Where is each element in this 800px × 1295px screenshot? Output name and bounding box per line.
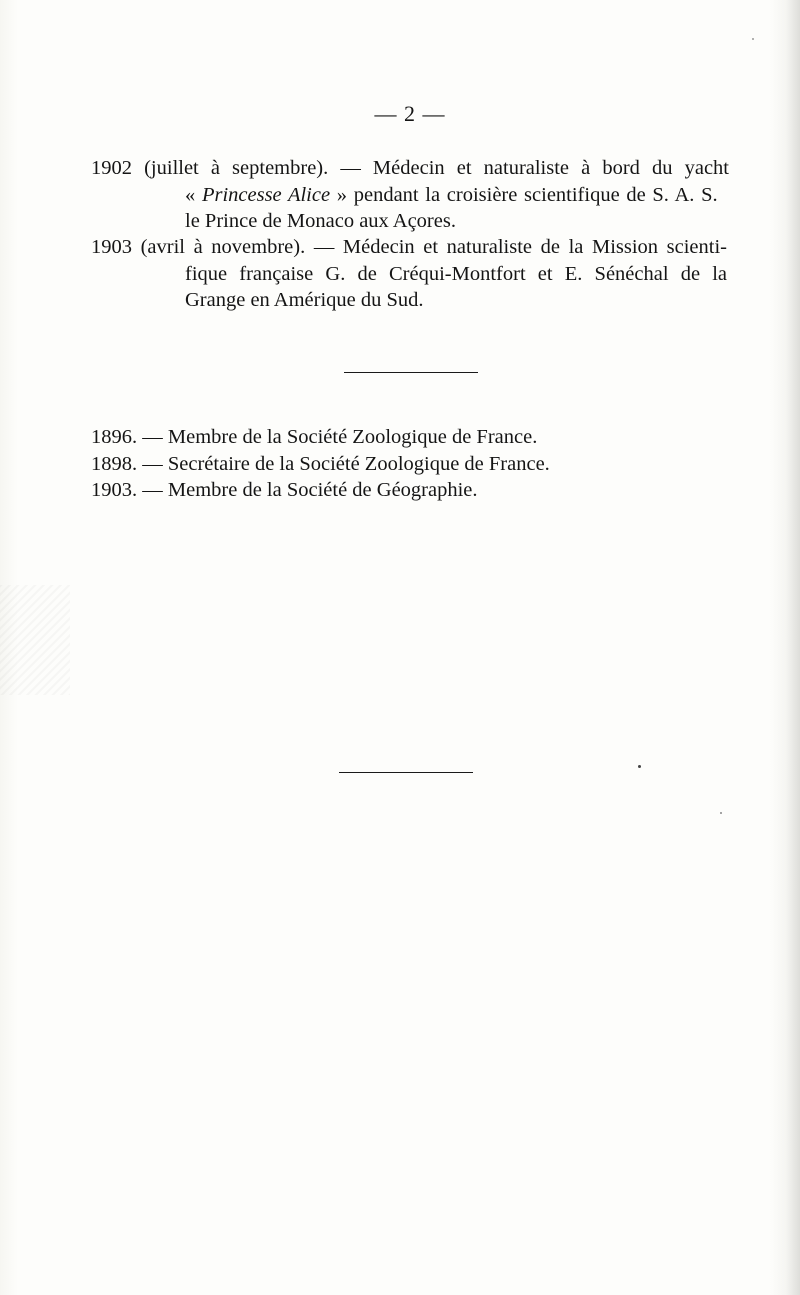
- page-number: — 2 —: [374, 101, 446, 126]
- ink-speck: [752, 38, 754, 40]
- membership-1896: 1896. — Membre de la Société Zoologique de France.: [91, 426, 538, 448]
- entry-1903-line-1: 1903 (avril à novembre). — Médecin et naturaliste de la Mission scienti-: [91, 236, 727, 258]
- entry-1902-line-3: le Prince de Monaco aux Açores.: [185, 210, 456, 232]
- entry-1903-line-3: Grange en Amérique du Sud.: [185, 289, 424, 311]
- entry-1902-line-2-rest: » pendant la croisière scientifique de S. A. S.: [330, 184, 718, 206]
- membership-1903: 1903. — Membre de la Société de Géographie.: [91, 479, 478, 501]
- paper-stain: [0, 585, 70, 695]
- ink-speck: [638, 765, 641, 768]
- membership-1898: 1898. — Secrétaire de la Société Zoologique de France.: [91, 453, 550, 475]
- entry-1903-line-2: fique française G. de Créqui-Montfort et E. Sénéchal de la: [185, 263, 727, 285]
- yacht-name: Princesse Alice: [201, 184, 331, 206]
- section-divider-1: [344, 372, 478, 373]
- entry-1902-line-1: 1902 (juillet à septembre). — Médecin et naturaliste à bord du yacht: [91, 157, 729, 179]
- quote-open: «: [185, 184, 202, 206]
- page-edge-shadow: [786, 0, 800, 1295]
- entry-1902-line-2: [185, 182, 727, 208]
- ink-speck: [720, 812, 722, 814]
- section-divider-2: [339, 772, 473, 773]
